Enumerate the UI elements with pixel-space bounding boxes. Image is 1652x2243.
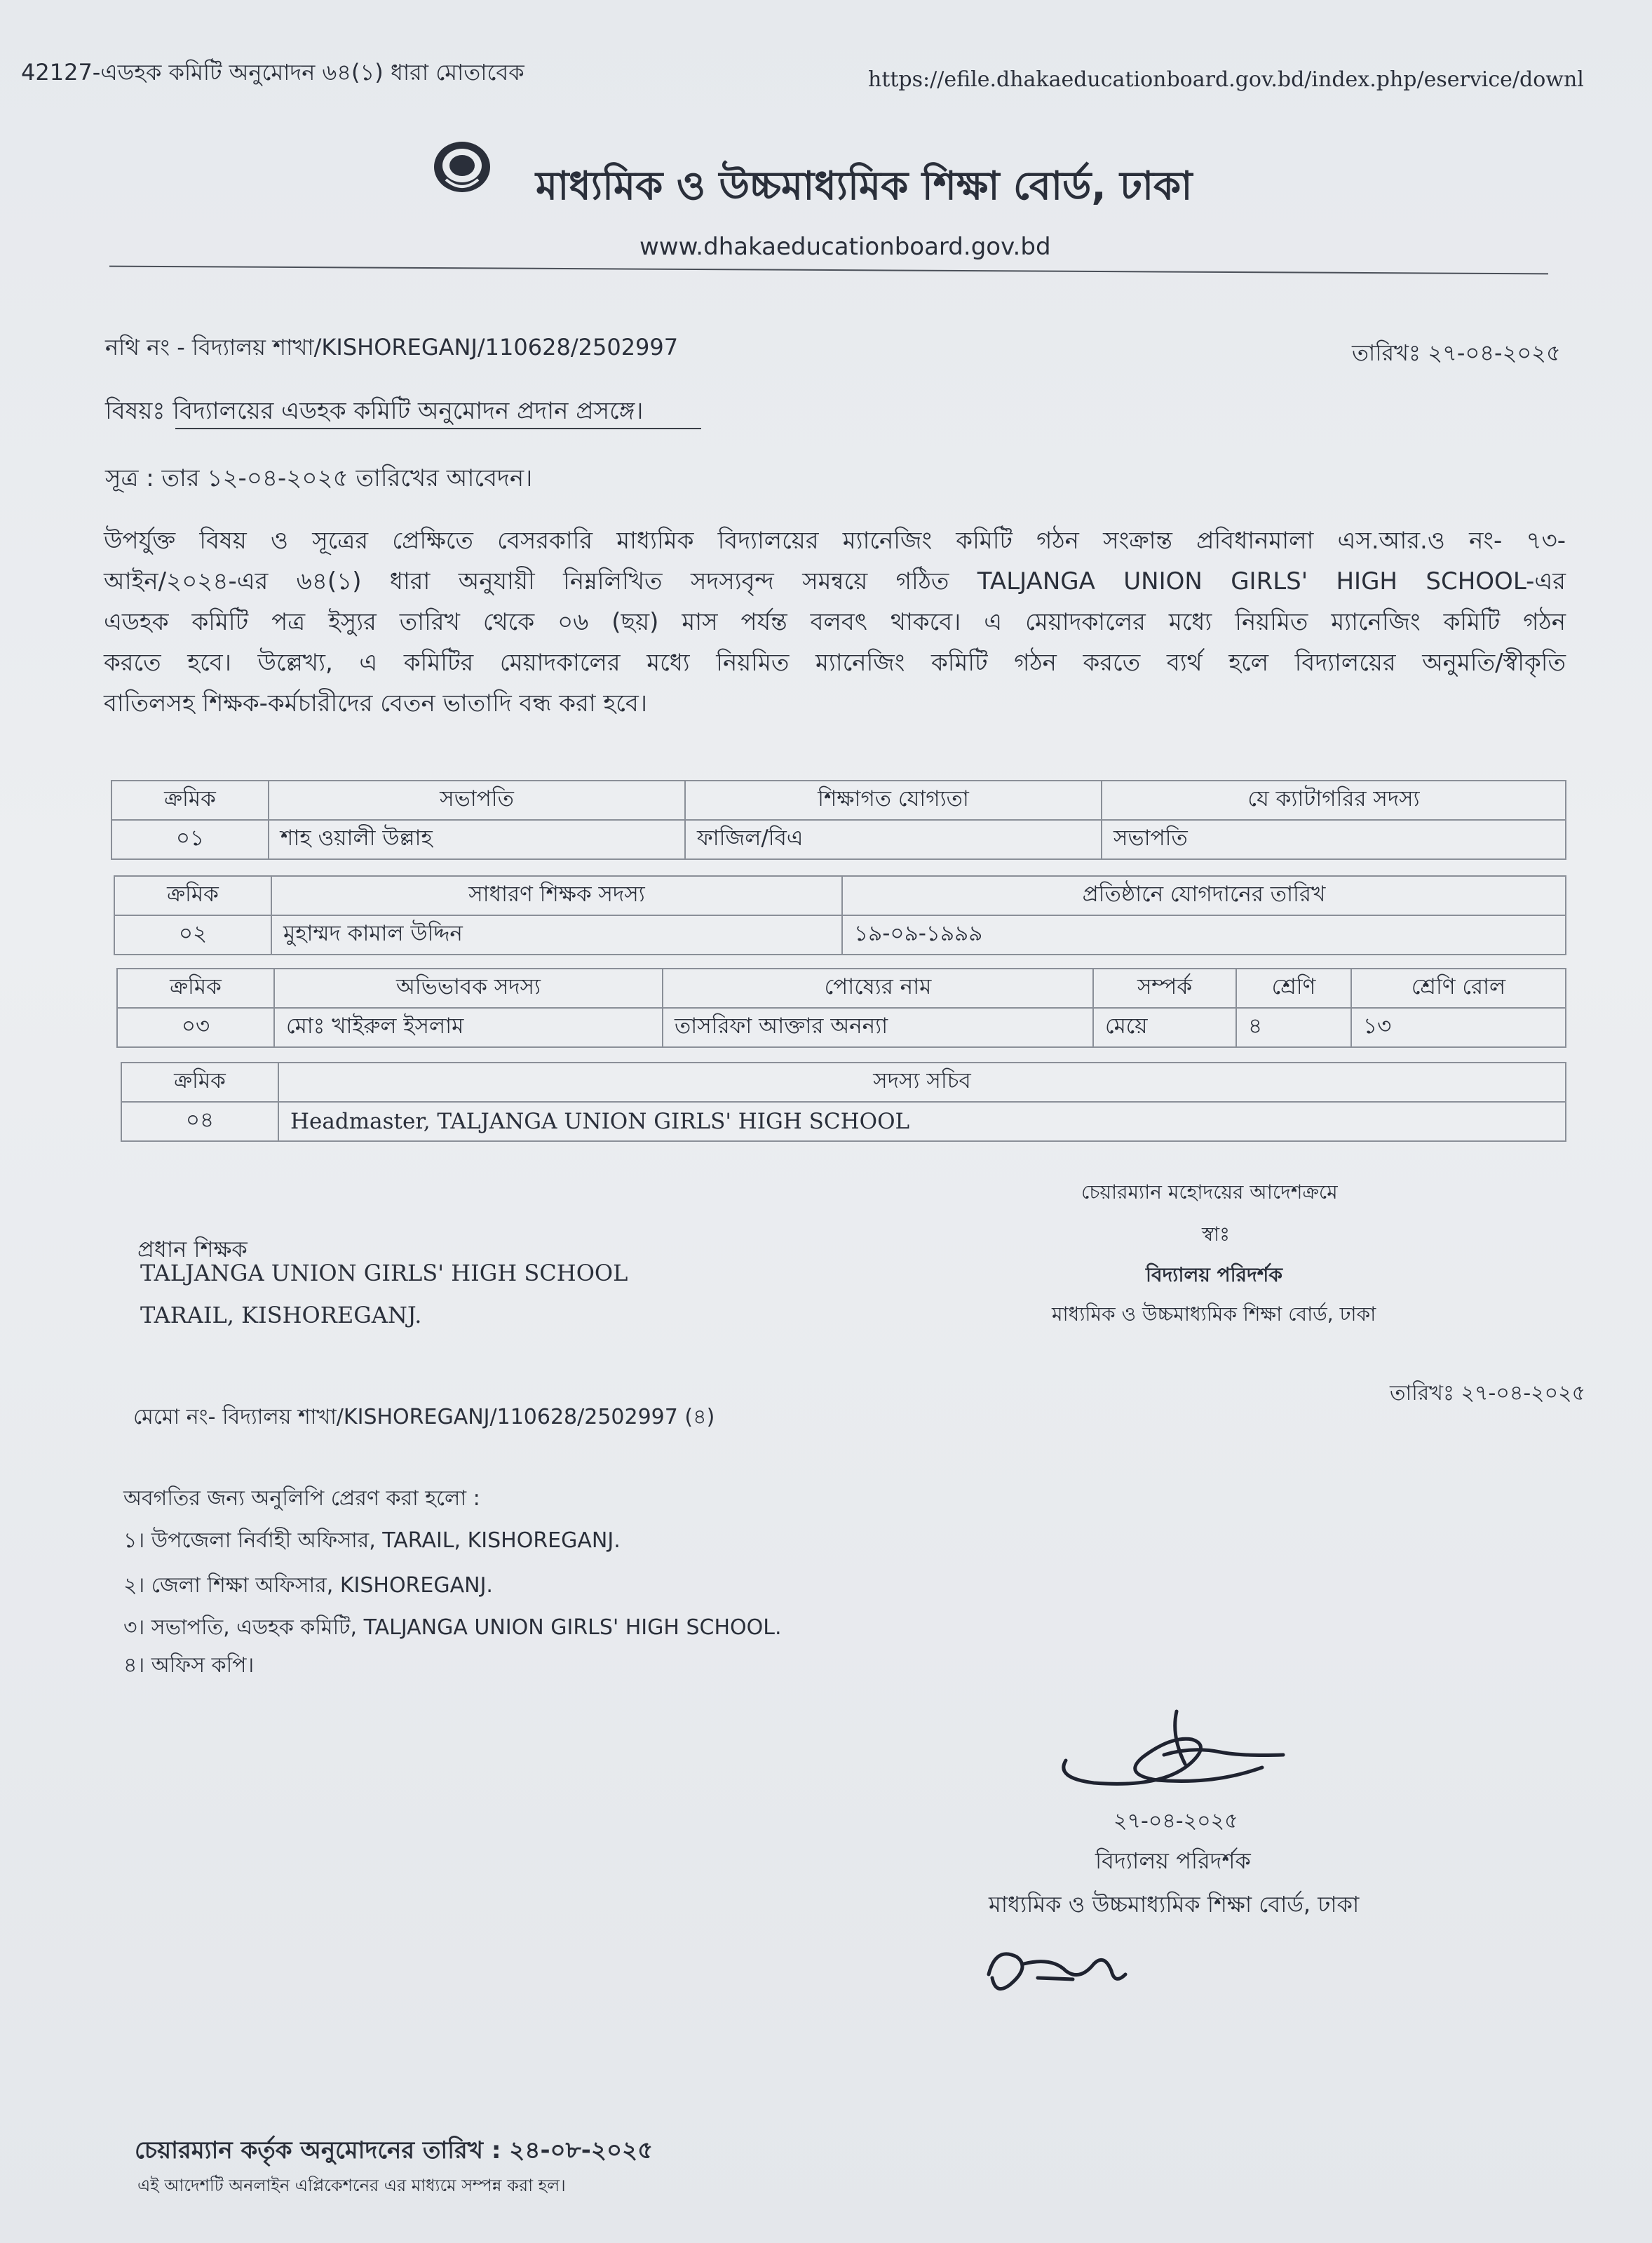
board-name: মাধ্যমিক ও উচ্চমাধ্যমিক শিক্ষা বোর্ড, ঢাকা [536, 163, 1193, 209]
cell-class: ৪ [1236, 1008, 1351, 1047]
cell-serial: ০৪ [121, 1102, 278, 1141]
table-header-row [117, 969, 1566, 1008]
order-line-3: বিদ্যালয় পরিদর্শক [1146, 1263, 1282, 1286]
subject-label: বিষয়ঃ [105, 397, 165, 425]
cell-serial: ০৩ [117, 1008, 274, 1047]
cell-serial: ০১ [111, 820, 269, 859]
header-cell: সভাপতি [269, 781, 685, 820]
body-line: উপর্যুক্ত বিষয় ও সূত্রের প্রেক্ষিতে বেসরকারি মাধ্যমিক বিদ্যালয়ের ম্যানেজিং কমিটি গঠন সংক্রান্ত প্রবিধানমালা এস.আর.ও নং- ৭৩- [104, 527, 1566, 555]
board-website: www.dhakaeducationboard.gov.bd [639, 233, 1051, 261]
copy-item: ২। জেলা শিক্ষা অফিসার, KISHOREGANJ. [123, 1573, 493, 1598]
header-cell: ক্রমিক [114, 876, 271, 915]
signature-image [1052, 1697, 1290, 1796]
copy-item: ১। উপজেলা নির্বাহী অফিসার, TARAIL, KISHOREGANJ. [123, 1528, 621, 1553]
header-cell: শিক্ষাগত যোগ্যতা [685, 781, 1102, 820]
cell-roll: ১৩ [1351, 1008, 1566, 1047]
table-row [114, 915, 1566, 955]
signature-title: বিদ্যালয় পরিদর্শক [1095, 1847, 1251, 1874]
header-cell: সম্পর্ক [1093, 969, 1236, 1008]
body-line: করতে হবে। উল্লেখ্য, এ কমিটির মেয়াদকালের মধ্যে নিয়মিত ম্যানেজিং কমিটি গঠন করতে ব্যর্থ হলে বিদ্যালয়ের অনুমতি/স্বীকৃতি [104, 649, 1566, 677]
header-cell: সাধারণ শিক্ষক সদস্য [271, 876, 842, 915]
copy-item: ৩। সভাপতি, এডহক কমিটি, TALJANGA UNION GIRLS' HIGH SCHOOL. [123, 1615, 782, 1640]
top-right-url: https://efile.dhakaeducationboard.gov.bd/index.php/eservice/downl [868, 67, 1584, 92]
subject-text: বিদ্যালয়ের এডহক কমিটি অনুমোদন প্রদান প্রসঙ্গে। [172, 397, 644, 425]
recipient-line-1: প্রধান শিক্ষক [137, 1236, 248, 1262]
memo-date: তারিখঃ ২৭-০৪-২০২৫ [1352, 339, 1561, 366]
header-cell: শ্রেণি [1236, 969, 1351, 1008]
table-header-row [114, 876, 1566, 915]
signature-date: ২৭-০৪-২০২৫ [1113, 1809, 1238, 1833]
subject-line [105, 393, 643, 433]
header-cell: সদস্য সচিব [278, 1063, 1566, 1102]
body-line: বাতিলসহ শিক্ষক-কর্মচারীদের বেতন ভাতাদি বন্ধ করা হবে। [104, 689, 647, 718]
header-cell: শ্রেণি রোল [1351, 969, 1566, 1008]
header-cell: অভিভাবক সদস্য [274, 969, 663, 1008]
header-cell: ক্রমিক [121, 1063, 278, 1102]
order-line-4: মাধ্যমিক ও উচ্চমাধ্যমিক শিক্ষা বোর্ড, ঢাকা [1052, 1302, 1376, 1326]
header-cell: প্রতিষ্ঠানে যোগদানের তারিখ [842, 876, 1566, 915]
memo2-number: মেমো নং- বিদ্যালয় শাখা/KISHOREGANJ/110628/2502997 (৪) [133, 1405, 715, 1429]
header-cell: ক্রমিক [117, 969, 274, 1008]
header-cell: ক্রমিক [111, 781, 269, 820]
order-line-2: স্বাঃ [1202, 1222, 1231, 1246]
table-header-row [121, 1063, 1566, 1102]
guardian-table [116, 968, 1566, 1048]
body-line: আইন/২০২৪-এর ৬৪(১) ধারা অনুযায়ী নিম্নলিখিত সদস্যবৃন্দ সমন্বয়ে গঠিত TALJANGA UNION GIRLS' HIGH SCHOOL-এর [104, 567, 1566, 595]
cell-join-date: ১৯-০৯-১৯৯৯ [842, 915, 1566, 955]
recipient-line-3: TARAIL, KISHOREGANJ. [140, 1302, 422, 1328]
cell-secretary: Headmaster, TALJANGA UNION GIRLS' HIGH SCHOOL [278, 1102, 1566, 1141]
subject-underline [175, 428, 701, 429]
sutro-line: সূত্র : তার ১২-০৪-২০২৫ তারিখের আবেদন। [105, 464, 533, 492]
president-table [111, 780, 1566, 860]
board-emblem-icon [431, 137, 494, 196]
top-left-note: 42127-এডহক কমিটি অনুমোদন ৬৪(১) ধারা মোতাবেক [21, 59, 524, 86]
header-divider [109, 266, 1548, 275]
signature-org: মাধ্যমিক ও উচ্চমাধ্যমিক শিক্ষা বোর্ড, ঢাকা [989, 1891, 1360, 1918]
recipient-line-2: TALJANGA UNION GIRLS' HIGH SCHOOL [140, 1260, 628, 1286]
secretary-table [121, 1062, 1566, 1142]
cell-guardian-name: মোঃ খাইরুল ইসলাম [274, 1008, 663, 1047]
header-cell: পোষ্যের নাম [663, 969, 1093, 1008]
approval-date: চেয়ারম্যান কর্তৃক অনুমোদনের তারিখ : ২৪-০৮-২০২৫ [135, 2136, 654, 2164]
cell-relation: মেয়ে [1093, 1008, 1236, 1047]
cell-ward-name: তাসরিফা আক্তার অনন্যা [663, 1008, 1093, 1047]
table-row [117, 1008, 1566, 1047]
header-cell: যে ক্যাটাগরির সদস্য [1102, 781, 1566, 820]
copies-intro: অবগতির জন্য অনুলিপি প্রেরণ করা হলো : [123, 1486, 480, 1511]
table-row [121, 1102, 1566, 1141]
teacher-table [114, 875, 1566, 955]
body-line: এডহক কমিটি পত্র ইস্যুর তারিখ থেকে ০৬ (ছয়) মাস পর্যন্ত বলবৎ থাকবে। এ মেয়াদকালের মধ্যে নিয়মিত ম্যানেজিং কমিটি গঠন [104, 608, 1566, 636]
body-paragraph [104, 520, 1566, 724]
table-row [111, 820, 1566, 859]
cell-name: মুহাম্মদ কামাল উদ্দিন [271, 915, 842, 955]
order-line-1: চেয়ারম্যান মহোদয়ের আদেশক্রমে [1081, 1180, 1338, 1204]
copy-item: ৪। অফিস কপি। [123, 1653, 255, 1678]
cell-qualification: ফাজিল/বিএ [685, 820, 1102, 859]
cell-category: সভাপতি [1102, 820, 1566, 859]
table-header-row [111, 781, 1566, 820]
cell-serial: ০২ [114, 915, 271, 955]
nothi-number: নথি নং - বিদ্যালয় শাখা/KISHOREGANJ/110628/2502997 [105, 334, 679, 361]
cell-name: শাহ ওয়ালী উল্লাহ [269, 820, 685, 859]
initials-signature-image [975, 1936, 1136, 1999]
memo2-date: তারিখঃ ২৭-০৪-২০২৫ [1390, 1381, 1586, 1406]
online-note: এই আদেশটি অনলাইন এপ্লিকেশনের এর মাধ্যমে সম্পন্ন করা হল। [137, 2176, 566, 2195]
